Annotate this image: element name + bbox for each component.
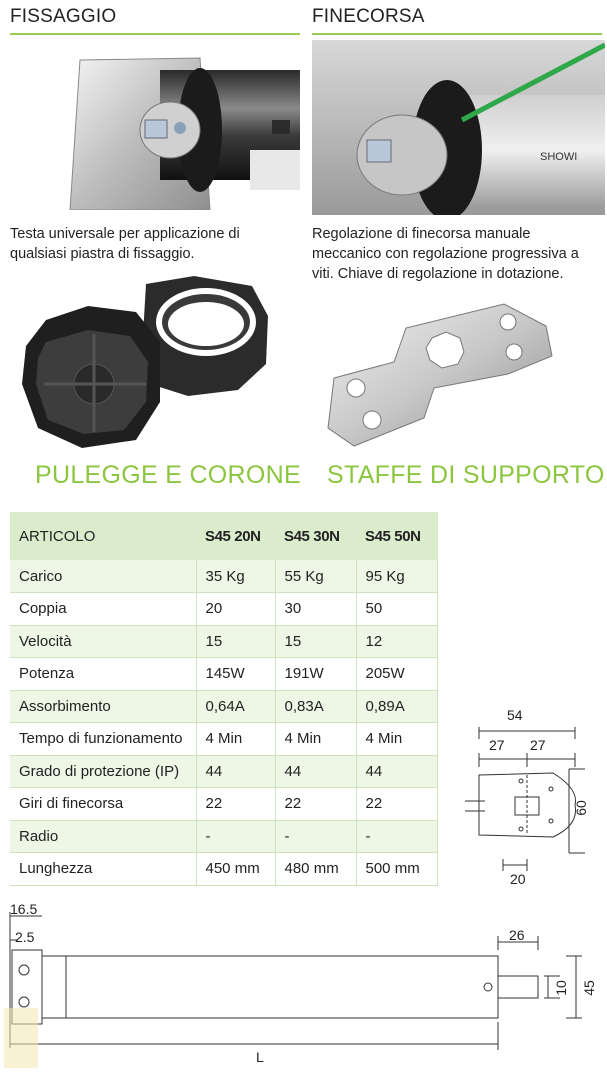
table-row <box>10 788 438 821</box>
table-cell: Lunghezza <box>10 853 196 886</box>
motor-drawing <box>0 898 607 1072</box>
fissaggio-rule <box>10 33 300 35</box>
table-cell: 20 <box>196 593 275 626</box>
finecorsa-title: FINECORSA <box>312 6 425 27</box>
dim-shaft-length: 26 <box>509 927 525 943</box>
spec-table <box>10 512 438 886</box>
dim-head-right: 27 <box>530 737 546 753</box>
table-cell: 145W <box>196 658 275 691</box>
table-row <box>10 723 438 756</box>
table-cell: 480 mm <box>275 853 356 886</box>
table-cell: 30 <box>275 593 356 626</box>
table-cell: 44 <box>196 755 275 788</box>
table-cell: 22 <box>356 788 438 821</box>
fissaggio-photo <box>10 40 300 210</box>
table-header-cell: S45 50N <box>356 512 438 560</box>
table-cell: 15 <box>275 625 356 658</box>
table-cell: Carico <box>10 560 196 593</box>
fissaggio-title: FISSAGGIO <box>10 6 117 27</box>
table-cell: 50 <box>356 593 438 626</box>
table-cell: 0,64A <box>196 690 275 723</box>
table-cell: - <box>196 820 275 853</box>
dim-head-total: 54 <box>507 707 523 723</box>
table-cell: Tempo di funzionamento <box>10 723 196 756</box>
table-cell: 44 <box>356 755 438 788</box>
table-row <box>10 690 438 723</box>
table-cell: 0,89A <box>356 690 438 723</box>
table-header-cell: S45 20N <box>196 512 275 560</box>
dim-shaft-dia: 10 <box>552 980 569 996</box>
table-row <box>10 593 438 626</box>
dim-length: L <box>256 1049 264 1065</box>
head-drawing <box>465 705 600 890</box>
table-cell: 4 Min <box>356 723 438 756</box>
table-cell: Potenza <box>10 658 196 691</box>
table-cell: Giri di finecorsa <box>10 788 196 821</box>
table-cell: 4 Min <box>196 723 275 756</box>
table-cell: 22 <box>196 788 275 821</box>
dim-head-bottom: 20 <box>510 871 526 887</box>
finecorsa-brand-label: SHOWI <box>540 151 578 163</box>
table-header-row <box>10 512 438 560</box>
dim-head-left: 27 <box>489 737 505 753</box>
dim-motor-inner: 2.5 <box>15 929 35 945</box>
table-row <box>10 853 438 886</box>
table-cell: 35 Kg <box>196 560 275 593</box>
staffe-photo <box>314 298 554 448</box>
dim-tube-dia: 45 <box>580 980 597 996</box>
table-cell: 22 <box>275 788 356 821</box>
pulegge-title: PULEGGE E CORONE <box>35 461 301 489</box>
finecorsa-photo <box>312 40 605 215</box>
table-cell: 191W <box>275 658 356 691</box>
table-header-cell: ARTICOLO <box>10 512 196 560</box>
finecorsa-rule <box>312 33 602 35</box>
table-cell: - <box>275 820 356 853</box>
table-row <box>10 820 438 853</box>
table-row <box>10 560 438 593</box>
table-cell: Grado di protezione (IP) <box>10 755 196 788</box>
staffe-title: STAFFE DI SUPPORTO <box>327 461 605 489</box>
table-cell: 4 Min <box>275 723 356 756</box>
table-cell: 95 Kg <box>356 560 438 593</box>
table-cell: 15 <box>196 625 275 658</box>
table-row <box>10 658 438 691</box>
table-header-cell: S45 30N <box>275 512 356 560</box>
table-cell: 500 mm <box>356 853 438 886</box>
table-cell: 450 mm <box>196 853 275 886</box>
table-row <box>10 755 438 788</box>
table-row <box>10 625 438 658</box>
table-cell: 55 Kg <box>275 560 356 593</box>
table-cell: 0,83A <box>275 690 356 723</box>
pulegge-photo <box>18 272 280 460</box>
table-cell: 205W <box>356 658 438 691</box>
dim-motor-outer: 16.5 <box>10 901 38 917</box>
table-cell: 44 <box>275 755 356 788</box>
table-cell: Coppia <box>10 593 196 626</box>
finecorsa-description: Regolazione di finecorsa manuale meccanico con regolazione progressiva a viti. Chiave di regolazione in dotazione. <box>312 226 579 282</box>
fissaggio-description: Testa universale per applicazione di qualsiasi piastra di fissaggio. <box>10 226 240 262</box>
dim-head-height: 60 <box>572 800 589 816</box>
table-cell: Radio <box>10 820 196 853</box>
table-cell: - <box>356 820 438 853</box>
table-cell: 12 <box>356 625 438 658</box>
table-cell: Velocità <box>10 625 196 658</box>
table-cell: Assorbimento <box>10 690 196 723</box>
